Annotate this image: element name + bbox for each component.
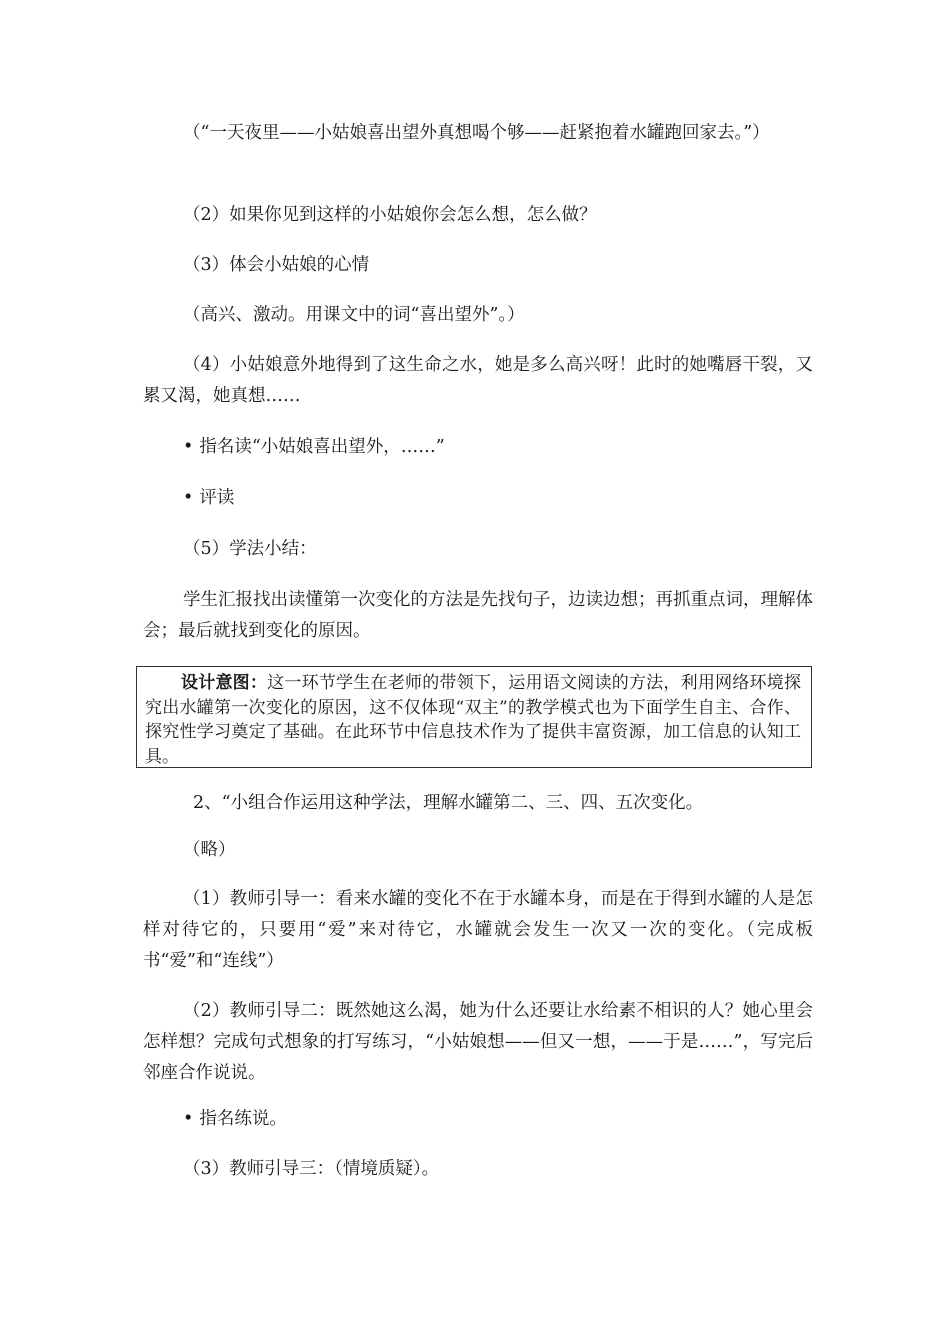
paragraph-answer-3: （高兴、激动。用课文中的词“喜出望外”。） xyxy=(183,305,525,325)
bullet-designated-reading: • 指名读“小姑娘喜出望外，……” xyxy=(143,432,813,463)
paragraph-question-2: （2）如果你见到这样的小姑娘你会怎么想，怎么做？ xyxy=(183,205,597,225)
paragraph-question-4: （4）小姑娘意外地得到了这生命之水，她是多么高兴呀！此时的她嘴唇干裂，又累又渴，她真想…… xyxy=(143,355,813,406)
paragraph-method-summary: 学生汇报找出读懂第一次变化的方法是先找句子，边读边想；再抓重点词，理解体会；最后就找到变化的原因。 xyxy=(143,590,813,641)
design-intent-label: 设计意图： xyxy=(181,673,268,693)
paragraph-teacher-guide-1: （1）教师引导一：看来水罐的变化不在于水罐本身，而是在于得到水罐的人是怎样对待它的，只要用“爱”来对待它，水罐就会发生一次又一次的变化。（完成板书“爱”和“连线”） xyxy=(143,889,813,971)
paragraph-method-summary-heading: （5）学法小结： xyxy=(183,539,317,559)
paragraph-group-work: 2、“小组合作运用这种学法，理解水罐第二、三、四、五次变化。 xyxy=(193,793,704,813)
bullet-designated-practice: • 指名练说。 xyxy=(143,1104,813,1135)
bullet-evaluate-reading: • 评读 xyxy=(143,483,813,514)
paragraph-question-3: （3）体会小姑娘的心情 xyxy=(183,255,370,275)
paragraph-quote-summary: （“一天夜里——小姑娘喜出望外真想喝个够——赶紧抱着水罐跑回家去。”） xyxy=(183,123,770,143)
paragraph-teacher-guide-3: （3）教师引导三：（情境质疑）。 xyxy=(183,1159,440,1179)
paragraph-omitted: （略） xyxy=(183,840,236,860)
design-intent-text: 这一环节学生在老师的带领下，运用语文阅读的方法，利用网络环境探究出水罐第一次变化的原因，这不仅体现“双主”的教学模式也为下面学生自主、合作、探究性学习奠定了基础。在此环节中信息技术作为了提供丰富资源，加工信息的认知工具。 xyxy=(145,673,802,767)
design-intent-box xyxy=(136,666,812,768)
paragraph-teacher-guide-2: （2）教师引导二：既然她这么渴，她为什么还要让水给素不相识的人？她心里会怎样想？完成句式想象的打写练习，“小姑娘想——但又一想，——于是……”，写完后邻座合作说说。 xyxy=(143,1001,813,1083)
